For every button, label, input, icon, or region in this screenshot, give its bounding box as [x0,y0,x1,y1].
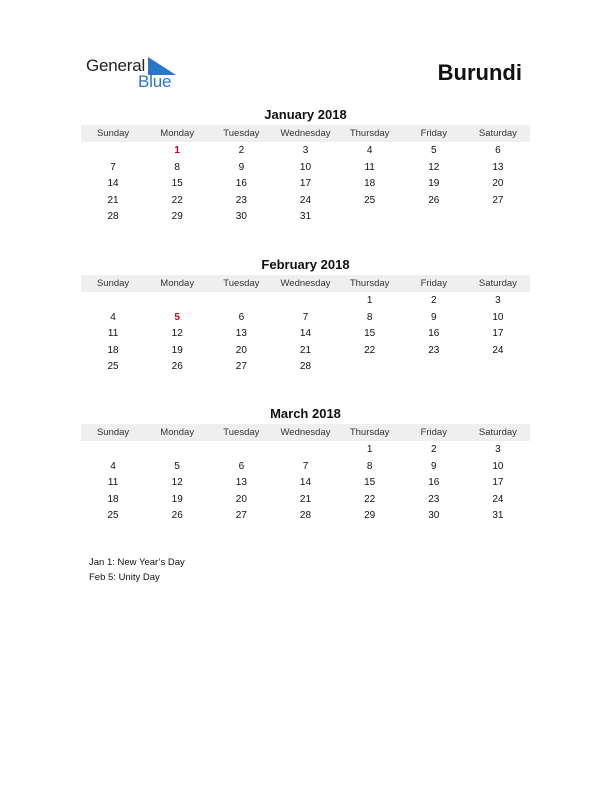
country-title: Burundi [437,60,522,85]
empty-day-cell [273,293,337,310]
month-title: March 2018 [270,406,341,421]
month-weeks [81,442,530,525]
day-cell: 28 [107,211,119,223]
holiday-note: Jan 1: New Year’s Day [89,557,185,568]
day-cell: 25 [364,194,376,206]
day-cell: 15 [171,178,183,190]
day-cell: 3 [302,145,309,156]
day-cell: 24 [299,194,312,206]
day-cell: 23 [428,344,440,356]
day-cell: 18 [107,493,119,505]
weekday-label: Saturday [478,128,517,139]
day-cell: 20 [235,344,247,356]
empty-day-cell [209,442,273,459]
empty-day-cell [466,209,530,226]
month-calendar-february [81,256,530,376]
empty-day-cell [81,442,145,459]
day-cell: 17 [492,328,504,340]
empty-day-cell [338,359,402,376]
day-cell: 20 [235,493,247,505]
day-cell: 28 [299,361,312,373]
day-cell: 12 [171,477,183,489]
day-cell: 7 [110,161,116,173]
day-cell: 22 [171,194,183,206]
week-row [81,310,530,327]
weekday-header [81,424,530,441]
day-cell: 29 [171,211,183,223]
day-cell: 16 [428,477,440,489]
month-calendar-march [81,405,530,525]
day-cell: 5 [430,145,437,156]
day-cell: 24 [492,344,504,356]
week-row [81,475,530,492]
day-cell: 12 [428,161,440,173]
weekday-label: Monday [160,278,195,289]
day-cell: 25 [107,510,119,522]
day-cell: 8 [366,460,373,472]
day-cell: 17 [492,477,504,489]
day-cell: 9 [238,161,245,173]
week-row [81,326,530,343]
day-cell: 28 [299,510,312,522]
day-cell: 2 [430,295,437,306]
week-row [81,209,530,226]
weekday-label: Sunday [96,128,130,139]
empty-day-cell [273,442,337,459]
day-cell: 11 [107,477,119,489]
day-cell: 18 [107,344,119,356]
week-row [81,459,530,476]
day-cell: 31 [299,211,312,223]
brand-logo [86,56,196,92]
week-row [81,343,530,360]
weekday-label: Tuesday [223,128,260,139]
day-cell: 13 [235,328,247,340]
week-row [81,492,530,509]
day-cell: 14 [107,178,119,190]
empty-day-cell [402,359,466,376]
day-cell: 10 [299,161,312,173]
day-cell: 27 [235,510,247,522]
brand-word-general: General [86,56,146,75]
day-cell: 1 [366,295,373,306]
day-cell: 24 [492,493,504,505]
day-cell: 6 [495,145,501,156]
brand-word-blue: Blue [138,72,172,91]
month-weeks [81,143,530,226]
day-cell: 11 [107,328,119,340]
weekday-label: Tuesday [223,278,260,289]
day-cell: 16 [428,328,440,340]
day-cell: 19 [171,344,183,356]
day-cell: 26 [171,361,183,373]
weekday-label: Friday [420,427,447,438]
day-cell: 7 [302,460,309,472]
day-cell: 22 [364,344,376,356]
day-cell: 6 [238,460,245,472]
day-cell: 1 [174,145,180,156]
day-cell: 5 [174,460,180,472]
day-cell: 10 [492,311,504,323]
day-cell: 21 [299,493,312,505]
day-cell: 11 [364,161,375,173]
empty-day-cell [81,143,145,160]
month-title: February 2018 [261,257,350,272]
weekday-label: Thursday [349,278,390,289]
day-cell: 4 [110,460,116,472]
day-cell: 25 [107,361,119,373]
day-cell: 18 [364,178,376,190]
weekday-label: Tuesday [223,427,260,438]
day-cell: 2 [238,145,245,156]
day-cell: 4 [110,311,116,323]
weekday-label: Friday [420,128,447,139]
day-cell: 5 [174,311,180,323]
weekday-label: Thursday [349,128,390,139]
day-cell: 3 [495,295,501,306]
day-cell: 23 [235,194,247,206]
weekday-label: Saturday [478,278,517,289]
week-row [81,442,530,459]
day-cell: 10 [492,460,504,472]
week-row [81,293,530,310]
day-cell: 7 [302,311,309,323]
weekday-label: Saturday [478,427,517,438]
day-cell: 31 [492,510,504,522]
day-cell: 17 [299,178,312,190]
month-title: January 2018 [264,107,347,122]
holiday-note: Feb 5: Unity Day [89,571,160,583]
day-cell: 29 [364,510,376,522]
month-weeks [81,293,530,376]
day-cell: 3 [495,444,501,455]
day-cell: 19 [428,178,440,190]
weekday-label: Friday [420,278,447,289]
day-cell: 1 [366,444,373,455]
day-cell: 16 [235,178,247,190]
empty-day-cell [209,293,273,310]
day-cell: 20 [492,178,504,190]
empty-day-cell [466,359,530,376]
weekday-label: Monday [160,427,195,438]
day-cell: 30 [235,211,247,223]
weekday-header [81,275,530,292]
day-cell: 19 [171,493,183,505]
day-cell: 8 [366,311,373,323]
day-cell: 23 [428,493,440,505]
day-cell: 9 [430,460,437,472]
weekday-label: Wednesday [280,427,331,438]
day-cell: 9 [430,311,437,323]
week-row [81,176,530,193]
weekday-label: Wednesday [280,278,331,289]
day-cell: 15 [364,477,376,489]
holiday-notes [89,556,185,585]
day-cell: 14 [299,328,312,340]
day-cell: 13 [492,161,504,173]
day-cell: 13 [235,477,247,489]
week-row [81,508,530,525]
weekday-label: Sunday [96,427,130,438]
empty-day-cell [145,442,209,459]
weekday-label: Sunday [96,278,130,289]
day-cell: 26 [428,194,440,206]
day-cell: 14 [299,477,312,489]
month-calendar-january [81,106,530,226]
weekday-label: Thursday [349,427,390,438]
week-row [81,359,530,376]
empty-day-cell [402,209,466,226]
day-cell: 21 [107,194,119,206]
day-cell: 2 [430,444,437,455]
week-row [81,143,530,160]
day-cell: 27 [492,194,504,206]
weekday-header [81,125,530,142]
empty-day-cell [145,293,209,310]
day-cell: 8 [174,161,180,173]
day-cell: 22 [364,493,376,505]
week-row [81,193,530,210]
weekday-label: Wednesday [280,128,331,139]
weekday-label: Monday [160,128,195,139]
day-cell: 12 [171,328,183,340]
day-cell: 6 [238,311,245,323]
empty-day-cell [81,293,145,310]
day-cell: 4 [366,145,373,156]
day-cell: 21 [299,344,312,356]
week-row [81,160,530,177]
day-cell: 27 [235,361,247,373]
day-cell: 26 [171,510,183,522]
day-cell: 30 [428,510,440,522]
day-cell: 15 [364,328,376,340]
empty-day-cell [338,209,402,226]
